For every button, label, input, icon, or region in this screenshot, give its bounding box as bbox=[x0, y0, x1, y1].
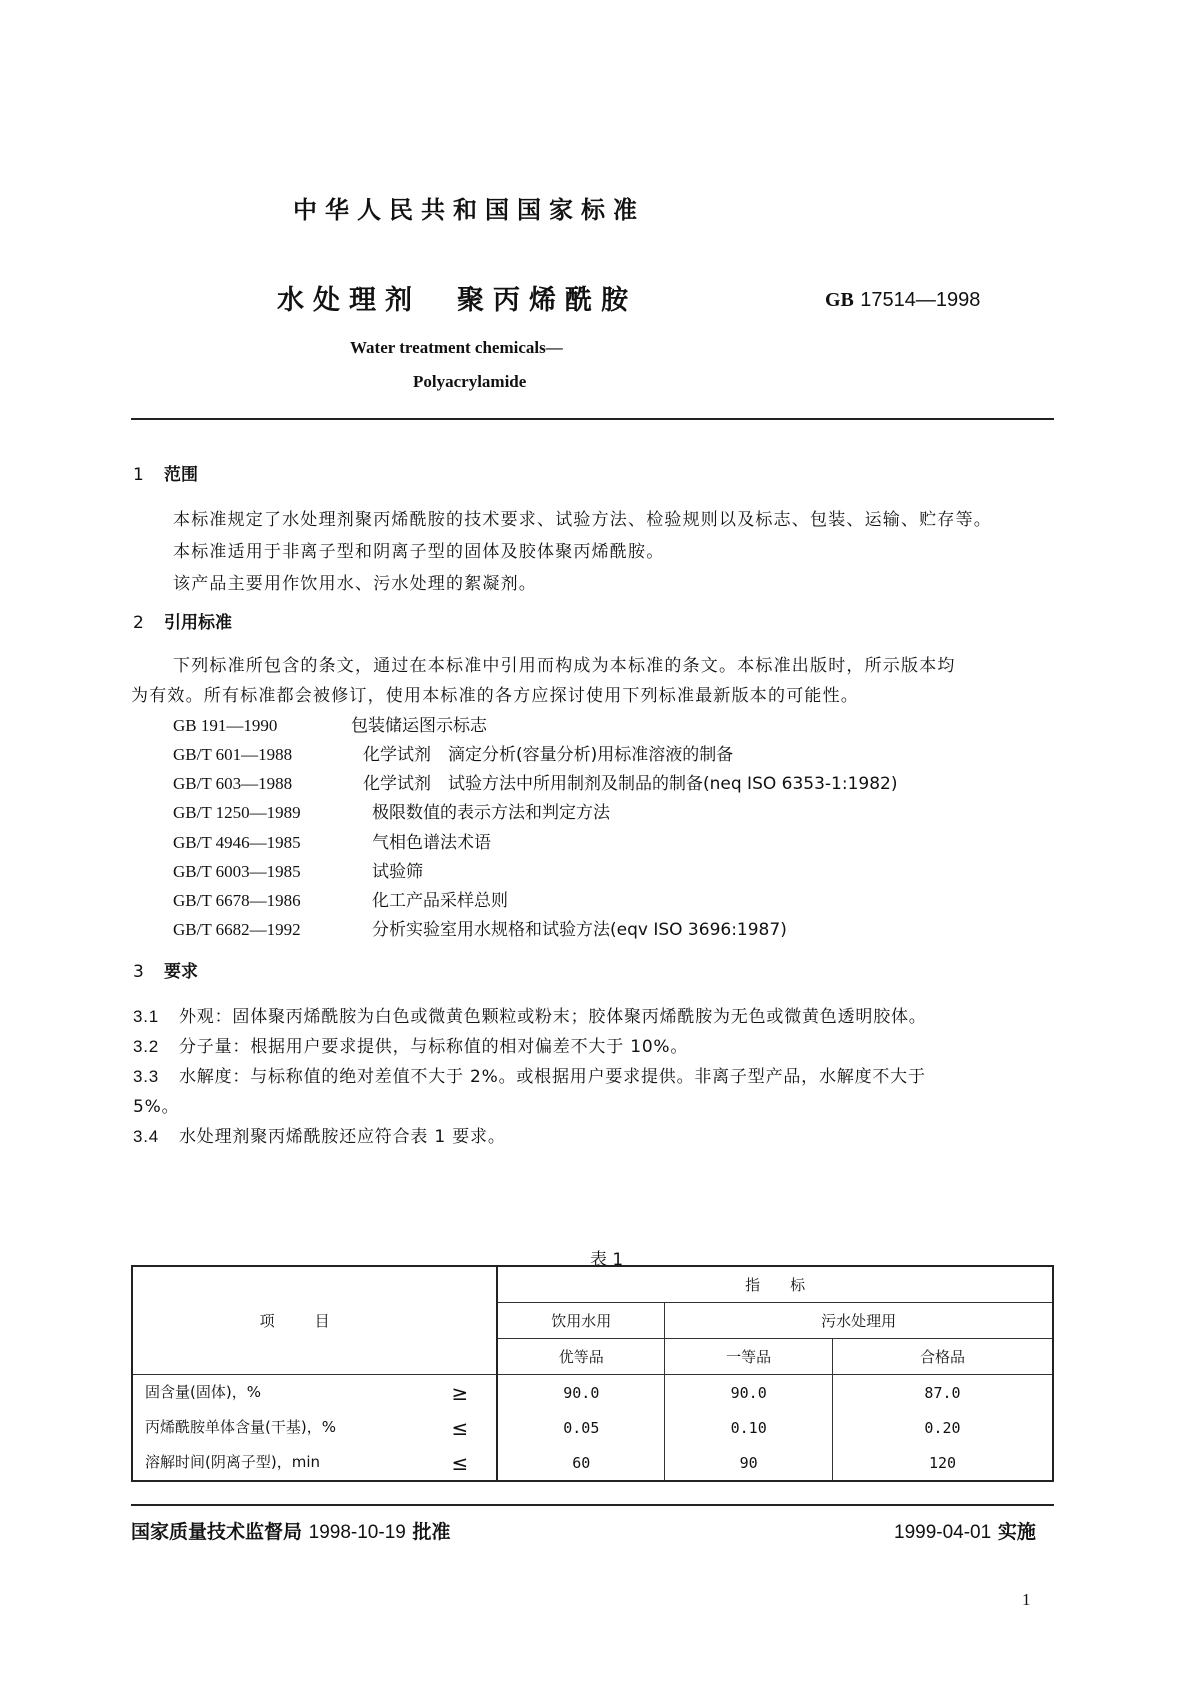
requirement-item bbox=[133, 1002, 927, 1027]
requirement-item bbox=[133, 1062, 926, 1087]
value-superior: 0.05 bbox=[497, 1410, 665, 1445]
reference-code: GB/T 6003—1985 bbox=[173, 862, 301, 881]
effective-suffix: 实施 bbox=[997, 1521, 1036, 1543]
row-item bbox=[132, 1445, 497, 1481]
approval-suffix: 批准 bbox=[412, 1521, 451, 1543]
approval-line bbox=[131, 1517, 450, 1544]
approval-org: 国家质量技术监督局 bbox=[131, 1521, 303, 1543]
page-number: 1 bbox=[1022, 1590, 1031, 1609]
column-header-sewage: 污水处理用 bbox=[665, 1303, 1053, 1339]
column-header-drinking: 饮用水用 bbox=[497, 1303, 665, 1339]
reference-item bbox=[173, 769, 898, 794]
paragraph: 该产品主要用作饮用水、污水处理的絮凝剂。 bbox=[173, 574, 537, 594]
column-header-first: 一等品 bbox=[665, 1339, 833, 1375]
reference-code: GB/T 6678—1986 bbox=[173, 891, 301, 910]
value-qualified: 0.20 bbox=[832, 1410, 1053, 1445]
row-item-label: 固含量(固体)，% bbox=[145, 1382, 261, 1401]
reference-title: 化学试剂 滴定分析(容量分析)用标准溶液的制备 bbox=[363, 745, 734, 765]
standard-code bbox=[825, 287, 980, 312]
document-title-en-line2: Polyacrylamide bbox=[413, 372, 527, 391]
paragraph: 本标准规定了水处理剂聚丙烯酰胺的技术要求、试验方法、检验规则以及标志、包装、运输、贮存等。 bbox=[173, 510, 992, 530]
requirement-item bbox=[133, 1122, 506, 1147]
row-item bbox=[132, 1410, 497, 1445]
requirement-text: 水处理剂聚丙烯酰胺还应符合表 1 要求。 bbox=[179, 1127, 506, 1147]
value-first: 0.10 bbox=[665, 1410, 833, 1445]
relation-symbol: ≥ bbox=[451, 1380, 469, 1405]
requirement-continuation: 5%。 bbox=[133, 1097, 180, 1117]
column-header-qualified: 合格品 bbox=[832, 1339, 1053, 1375]
national-standard-heading: 中华人民共和国国家标准 bbox=[293, 196, 645, 224]
table-row bbox=[132, 1410, 1053, 1445]
standard-code-number: 17514—1998 bbox=[860, 289, 981, 311]
row-item-label: 丙烯酰胺单体含量(干基)，% bbox=[145, 1417, 336, 1436]
reference-title: 化学试剂 试验方法中所用制剂及制品的制备(neq ISO 6353-1:1982) bbox=[363, 774, 898, 794]
requirement-number: 3.2 bbox=[133, 1037, 160, 1056]
relation-symbol: ≤ bbox=[451, 1450, 469, 1475]
reference-item bbox=[173, 798, 610, 823]
value-qualified: 120 bbox=[832, 1445, 1053, 1481]
reference-code: GB/T 1250—1989 bbox=[173, 803, 301, 822]
reference-code: GB/T 601—1988 bbox=[173, 745, 293, 764]
requirement-text: 分子量：根据用户要求提供，与标称值的相对偏差不大于 10%。 bbox=[179, 1037, 689, 1057]
table-caption: 表 1 bbox=[590, 1250, 624, 1270]
value-first: 90.0 bbox=[665, 1375, 833, 1411]
section-title: 引用标准 bbox=[164, 613, 232, 633]
effective-date: 1999-04-01 bbox=[894, 1522, 992, 1543]
effective-line bbox=[894, 1517, 1036, 1544]
reference-item bbox=[173, 740, 733, 765]
spec-table bbox=[131, 1265, 1054, 1482]
section-number: 3 bbox=[133, 962, 144, 982]
section-title: 范围 bbox=[164, 465, 198, 485]
reference-code: GB/T 4946—1985 bbox=[173, 833, 301, 852]
reference-code: GB 191—1990 bbox=[173, 716, 278, 735]
requirement-item bbox=[133, 1032, 688, 1057]
table-row bbox=[132, 1445, 1053, 1481]
header-divider bbox=[131, 418, 1054, 420]
section-number: 1 bbox=[133, 465, 144, 485]
standard-code-prefix: GB bbox=[825, 289, 854, 311]
reference-item bbox=[173, 857, 423, 882]
value-superior: 60 bbox=[497, 1445, 665, 1481]
reference-item bbox=[173, 886, 508, 911]
value-superior: 90.0 bbox=[497, 1375, 665, 1411]
reference-title: 包装储运图示标志 bbox=[351, 716, 487, 736]
section-number: 2 bbox=[133, 613, 144, 633]
approval-date: 1998-10-19 bbox=[308, 1522, 406, 1543]
value-first: 90 bbox=[665, 1445, 833, 1481]
document-title-en-line1: Water treatment chemicals— bbox=[350, 338, 563, 357]
relation-symbol: ≤ bbox=[451, 1415, 469, 1440]
reference-code: GB/T 603—1988 bbox=[173, 774, 293, 793]
requirement-number: 3.3 bbox=[133, 1067, 160, 1086]
row-item-label: 溶解时间(阴离子型)，min bbox=[145, 1452, 320, 1471]
reference-item bbox=[173, 828, 491, 853]
paragraph: 本标准适用于非离子型和阴离子型的固体及胶体聚丙烯酰胺。 bbox=[173, 542, 665, 562]
reference-item bbox=[173, 915, 787, 940]
section-2-heading bbox=[133, 608, 232, 633]
footer-divider bbox=[131, 1504, 1054, 1506]
reference-title: 试验筛 bbox=[372, 862, 423, 882]
section-1-heading bbox=[133, 460, 198, 485]
requirement-number: 3.4 bbox=[133, 1127, 160, 1146]
reference-code: GB/T 6682—1992 bbox=[173, 920, 301, 939]
requirement-text: 外观：固体聚丙烯酰胺为白色或微黄色颗粒或粉末；胶体聚丙烯酰胺为无色或微黄色透明胶体。 bbox=[179, 1007, 927, 1027]
column-header-index: 指 标 bbox=[497, 1266, 1053, 1303]
requirement-text: 水解度：与标称值的绝对差值不大于 2%。或根据用户要求提供。非离子型产品，水解度不大于 bbox=[179, 1067, 926, 1087]
reference-title: 气相色谱法术语 bbox=[372, 833, 491, 853]
document-title-cn: 水处理剂 聚丙烯酰胺 bbox=[277, 285, 637, 316]
value-qualified: 87.0 bbox=[832, 1375, 1053, 1411]
reference-item bbox=[173, 711, 487, 736]
reference-title: 分析实验室用水规格和试验方法(eqv ISO 3696:1987) bbox=[372, 920, 787, 940]
section-title: 要求 bbox=[164, 962, 198, 982]
table-header-row bbox=[132, 1266, 1053, 1303]
row-item bbox=[132, 1375, 497, 1411]
column-header-superior: 优等品 bbox=[497, 1339, 665, 1375]
table-row bbox=[132, 1375, 1053, 1411]
section-3-heading bbox=[133, 957, 198, 982]
reference-title: 化工产品采样总则 bbox=[372, 891, 508, 911]
requirement-number: 3.1 bbox=[133, 1007, 160, 1026]
column-header-item: 项目 bbox=[132, 1266, 497, 1375]
paragraph: 为有效。所有标准都会被修订，使用本标准的各方应探讨使用下列标准最新版本的可能性。 bbox=[131, 686, 859, 706]
reference-title: 极限数值的表示方法和判定方法 bbox=[372, 803, 610, 823]
paragraph: 下列标准所包含的条文，通过在本标准中引用而构成为本标准的条文。本标准出版时，所示版本均 bbox=[173, 656, 956, 676]
